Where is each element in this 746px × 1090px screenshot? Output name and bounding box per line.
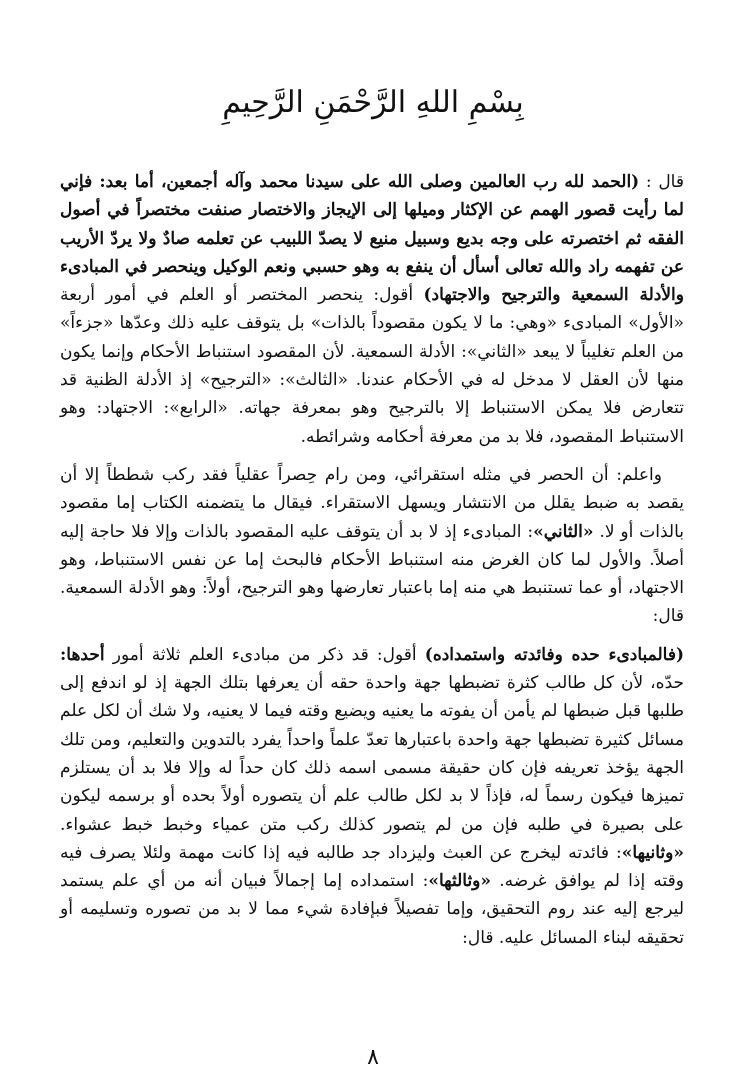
text-run: واعلم: أن الحصر في مثله استقرائي، ومن رام حِصراً عقلياً فقد ركب شططاً إلا أن يقصد به ضبط يقلل من الانتشار ويسهل الاستقراء. فيقال ما يتضمنه الكتاب إما مقصود بالذات أو لا. (60, 464, 684, 542)
paragraph-1 (60, 168, 684, 451)
text-run: حدّه، لأن كل طالب كثرة تضبطها جهة واحدة حقه أن يعرفها بتلك الجهة إذ لو اندفع إلى طلبها قبل ضبطها لم يأمن أن يفوته ما يعنيه ويضيع وقته فيما لا يعنيه، ولا شك أن لكل علم مسائل كثيرة تضبطها جهة واحدة باعتبارها تعدّ علماً واحداً يفرد بالتدوين والتعليم، ومن تلك الجهة يؤخذ تعريفه فإن كان حقيقة مسمى اسمه ذلك كان حداً له وإلا فلا بد أن يستلزم تميزها فيكون رسماً له، فإذاً لا بد لكل طالب علم أن يتصوره أولاً بحده أو برسمه ليكون على بصيرة في طلبه فإن من لم يتصور كذلك ركب متن عمياء وخبط خبط عشواء. (60, 673, 684, 835)
text-run: : المبادىء إذ لا بد أن يتوقف عليه المقصود بالذات وإلا فلا حاجة إليه أصلاً. والأول لما كان الغرض منه استنباط الأحكام فالبحث إما عن نفس الاستنباط، وهو الاجتهاد، أو عما تستنبط هي منه إما باعتبار تعارضها وهو الترجيح، أولاً: وهو الأدلة السمعية. قال: (60, 521, 684, 627)
text-run-bold: «وثانيها» (621, 842, 684, 863)
basmala-header: بِسْمِ اللهِ الرَّحْمَنِ الرَّحِيمِ (222, 85, 524, 120)
text-run-bold: «الثاني» (533, 521, 594, 542)
text-run-bold: (فالمبادىء حده وفائدته واستمداده) (424, 644, 685, 665)
page-body (60, 168, 684, 952)
text-run: قال : (639, 172, 684, 192)
text-run-bold: «وثالثها» (428, 871, 492, 892)
page-number: ٨ (367, 1045, 379, 1070)
text-run: أقول: ينحصر المختصر أو العلم في أمور أربعة «الأول» المبادىء «وهي: ما لا يكون مقصوداً بالذات» بل يتوقف عليه ذلك وعدّها «جزءاً» من العلم تغليباً لا يبعد «الثاني»: الأدلة السمعية. لأن المقصود استنباط الأحكام وإنما يكون منها لأن العقل لا مدخل له في الأحكام عندنا. «الثالث»: «الترجيح» إذ الأدلة الظنية قد تتعارض فلا يمكن الاستنباط إلا بالترجيح وهو بمعرفة جهاته. «الرابع»: الاجتهاد: وهو الاستنباط المقصود، فلا بد من معرفة أحكامه وشرائطه. (60, 285, 684, 447)
paragraph-2 (60, 461, 684, 631)
text-run: : استمداده إما إجمالاً فبيان أنه من أي علم يستمد ليرجع إليه عند روم التحقيق، وإما تفصيلاً فبإفادة شيء مما لا بد من تصوره وتسليمه أو تحقيقه لبناء المسائل عليه. قال: (60, 871, 684, 948)
text-run-bold: أحدها: (60, 644, 105, 665)
text-run: أقول: قد ذكر من مبادىء العلم ثلاثة أمور (104, 644, 425, 665)
paragraph-3 (60, 641, 684, 952)
text-run: : فائدته ليخرج عن العبث وليزداد جد طالبه فيه إذا كانت مهمة ولئلا يصرف فيه وقته إذا لم يوافق غرضه. (60, 842, 684, 892)
text-run-bold: (الحمد لله رب العالمين وصلى الله على سيدنا محمد وآله أجمعين، أما بعد: فإني لما رأيت قصور الهمم عن الإكثار وميلها إلى الإيجاز والاختصار صنفت مختصراً في أصول الفقه ثم اختصرته على وجه بديع وسبيل منيع لا يصدّ اللبيب عن تعلمه صادٌ ولا يردّ الأريب عن تفهمه راد والله تعالى أسأل أن ينفع به وهو حسبي ونعم الوكيل وينحصر في المبادىء والأدلة السمعية والترجيح والاجتهاد) (60, 172, 684, 306)
